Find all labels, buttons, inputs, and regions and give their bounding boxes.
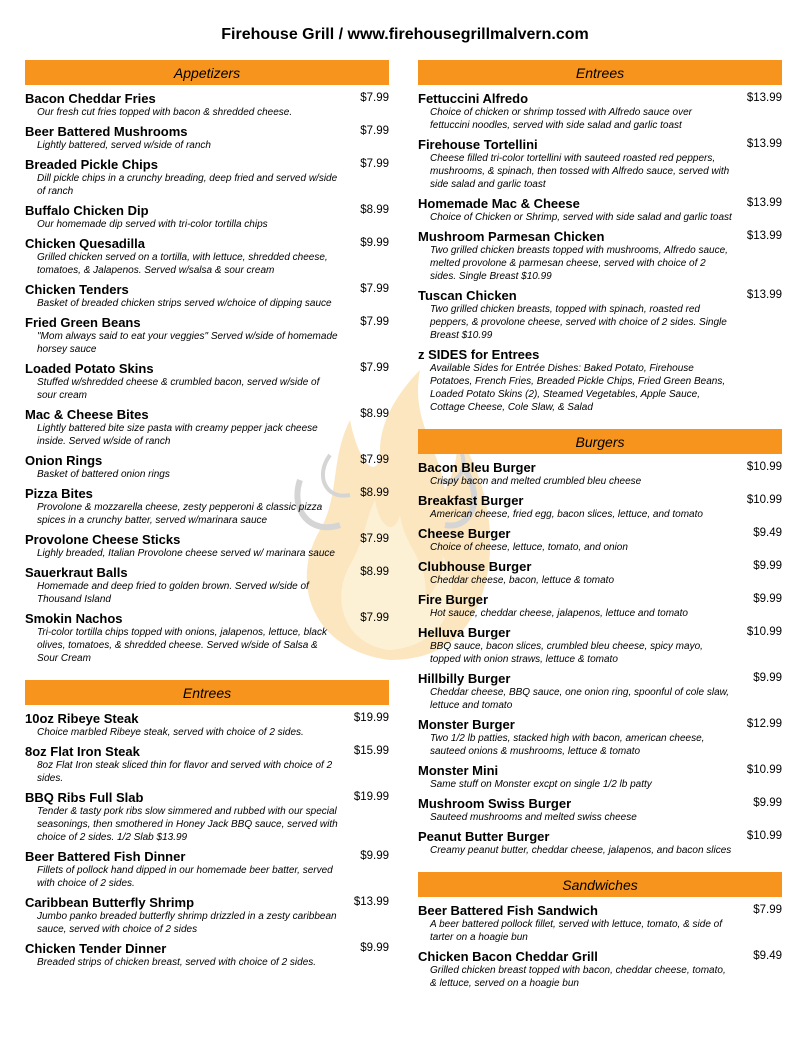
item-name: Chicken Tender Dinner xyxy=(25,941,167,956)
item-name: Chicken Quesadilla xyxy=(25,236,145,251)
menu-item xyxy=(418,196,782,224)
item-description: Cheese filled tri-color tortellini with sauteed roasted red peppers, mushrooms, & spinach, then tossed with Alfredo sauce, served with side salad and garlic toast xyxy=(430,153,730,190)
item-price: $10.99 xyxy=(746,461,782,473)
item-description: Cheddar cheese, BBQ sauce, one onion ring, spoonful of cole slaw, lettuce and tomato xyxy=(430,687,730,711)
item-name: Beer Battered Mushrooms xyxy=(25,124,188,139)
menu-item xyxy=(418,763,782,791)
item-name: Mac & Cheese Bites xyxy=(25,407,149,422)
item-name: Helluva Burger xyxy=(418,625,511,640)
section-header: Burgers xyxy=(418,429,782,454)
item-description: Our homemade dip served with tri-color tortilla chips xyxy=(37,219,268,230)
item-name: Clubhouse Burger xyxy=(418,559,532,574)
menu-item xyxy=(25,744,389,785)
menu-item xyxy=(418,526,782,554)
item-price: $13.99 xyxy=(746,197,782,209)
item-description: Tender & tasty pork ribs slow simmered and rubbed with our special seasonings, then smothered in Honey Jack BBQ sauce, served with choice of 2 sides. 1/2 Slab $13.99 xyxy=(37,806,338,843)
item-name: z SIDES for Entrees xyxy=(418,347,540,362)
item-price: $10.99 xyxy=(746,494,782,506)
menu-section-entrees xyxy=(25,680,389,969)
item-name: Hillbilly Burger xyxy=(418,671,511,686)
item-name: Mushroom Swiss Burger xyxy=(418,796,572,811)
item-description: Two grilled chicken breasts topped with mushrooms, Alfredo sauce, melted provolone & parmesan cheese, served with choice of 2 sides. Single Breast $10.99 xyxy=(430,245,728,282)
item-price: $8.99 xyxy=(360,487,389,499)
item-description: Fillets of pollock hand dipped in our homemade beer batter, served with choice of 2 sides. xyxy=(37,865,333,889)
menu-section-appetizers xyxy=(25,60,389,665)
item-name: Fried Green Beans xyxy=(25,315,141,330)
menu-item-sides xyxy=(418,347,782,414)
item-description: BBQ sauce, bacon slices, crumbled bleu cheese, spicy mayo, topped with onion straws, lettuce & tomato xyxy=(430,641,703,665)
menu-item xyxy=(25,407,389,448)
item-price: $7.99 xyxy=(360,454,389,466)
item-name: Sauerkraut Balls xyxy=(25,565,128,580)
item-description: Dill pickle chips in a crunchy breading, deep fried and served w/side of ranch xyxy=(37,173,338,197)
item-description: Lightly battered bite size pasta with creamy pepper jack cheese inside. Served w/side of ranch xyxy=(37,423,318,447)
item-description: Basket of battered onion rings xyxy=(37,469,170,480)
item-price: $9.49 xyxy=(753,950,782,962)
item-name: BBQ Ribs Full Slab xyxy=(25,790,144,805)
section-header: Entrees xyxy=(25,680,389,705)
menu-item xyxy=(25,849,389,890)
item-name: Pizza Bites xyxy=(25,486,93,501)
item-name: Provolone Cheese Sticks xyxy=(25,532,181,547)
item-price: $9.99 xyxy=(360,237,389,249)
item-description: Lighly breaded, Italian Provolone cheese served w/ marinara sauce xyxy=(37,548,335,559)
menu-item xyxy=(25,91,389,119)
item-name: Mushroom Parmesan Chicken xyxy=(418,229,605,244)
menu-item xyxy=(418,592,782,620)
menu-item xyxy=(25,711,389,739)
item-description: Available Sides for Entrée Dishes: Baked Potato, Firehouse Potatoes, French Fries, Breaded Pickle Chips, Fried Green Beans, Loaded Potato Skins (2), Steamed Vegetables, Apple Sauce, Cottage Cheese, Cole Slaw, & Salad xyxy=(430,363,726,413)
item-description: A beer battered pollock fillet, served with lettuce, tomato, & side of tarter on a hoagie bun xyxy=(430,919,723,943)
page-title: Firehouse Grill / www.firehousegrillmalvern.com xyxy=(221,26,589,43)
item-price: $19.99 xyxy=(353,791,389,803)
item-price: $13.99 xyxy=(353,896,389,908)
item-name: Breakfast Burger xyxy=(418,493,524,508)
menu-item xyxy=(418,829,782,857)
item-description: Breaded strips of chicken breast, served with choice of 2 sides. xyxy=(37,957,317,968)
menu-item xyxy=(25,565,389,606)
item-price: $12.99 xyxy=(746,718,782,730)
item-price: $10.99 xyxy=(746,626,782,638)
item-price: $13.99 xyxy=(746,230,782,242)
menu-section-entrees-continued xyxy=(418,60,782,414)
item-name: Bacon Cheddar Fries xyxy=(25,91,156,106)
menu-item xyxy=(25,124,389,152)
item-name: Monster Mini xyxy=(418,763,499,778)
menu-item xyxy=(25,203,389,231)
item-name: Beer Battered Fish Sandwich xyxy=(418,903,598,918)
item-name: Bacon Bleu Burger xyxy=(418,460,536,475)
item-name: Buffalo Chicken Dip xyxy=(25,203,149,218)
item-name: Onion Rings xyxy=(25,453,103,468)
item-price: $10.99 xyxy=(746,830,782,842)
menu-item xyxy=(418,671,782,712)
item-name: Homemade Mac & Cheese xyxy=(418,196,580,211)
item-name: Smokin Nachos xyxy=(25,611,123,626)
menu-item xyxy=(25,361,389,402)
item-name: Loaded Potato Skins xyxy=(25,361,154,376)
item-description: Choice marbled Ribeye steak, served with choice of 2 sides. xyxy=(37,727,304,738)
item-price: $9.49 xyxy=(753,527,782,539)
item-description: Choice of Chicken or Shrimp, served with side salad and garlic toast xyxy=(430,212,732,223)
item-price: $13.99 xyxy=(746,289,782,301)
item-price: $7.99 xyxy=(360,158,389,170)
menu-item xyxy=(418,137,782,191)
item-price: $10.99 xyxy=(746,764,782,776)
item-description: Two grilled chicken breasts, topped with spinach, roasted red peppers, & provolone cheese, served with choice of 2 sides. Single Breast $10.99 xyxy=(430,304,727,341)
item-name: Caribbean Butterfly Shrimp xyxy=(25,895,195,910)
item-description: Grilled chicken served on a tortilla, with lettuce, shredded cheese, tomatoes, & Jalapenos. Served w/salsa & sour cream xyxy=(37,252,328,276)
item-price: $7.99 xyxy=(360,362,389,374)
item-price: $7.99 xyxy=(360,92,389,104)
item-price: $7.99 xyxy=(753,904,782,916)
item-description: Lightly battered, served w/side of ranch xyxy=(37,140,211,151)
section-header: Entrees xyxy=(418,60,782,85)
left-column xyxy=(25,60,389,984)
item-description: 8oz Flat Iron steak sliced thin for flavor and served with choice of 2 sides. xyxy=(37,760,333,784)
menu-item xyxy=(25,282,389,310)
item-name: Monster Burger xyxy=(418,717,515,732)
section-header: Sandwiches xyxy=(418,872,782,897)
menu-item xyxy=(418,625,782,666)
item-price: $15.99 xyxy=(353,745,389,757)
menu-item xyxy=(418,717,782,758)
item-description: Tri-color tortilla chips topped with onions, jalapenos, lettuce, black olives, tomatoes, & shredded cheese. Served w/side of Salsa & Sour Cream xyxy=(37,627,327,664)
item-description: Our fresh cut fries topped with bacon & shredded cheese. xyxy=(37,107,293,118)
item-description: Choice of cheese, lettuce, tomato, and onion xyxy=(430,542,628,553)
item-description: Crispy bacon and melted crumbled bleu cheese xyxy=(430,476,642,487)
menu-section-sandwiches xyxy=(418,872,782,990)
menu-item xyxy=(25,611,389,665)
item-description: Basket of breaded chicken strips served w/choice of dipping sauce xyxy=(37,298,332,309)
item-price: $7.99 xyxy=(360,533,389,545)
menu-item xyxy=(418,91,782,132)
item-description: Sauteed mushrooms and melted swiss cheese xyxy=(430,812,637,823)
menu-item xyxy=(418,229,782,283)
menu-item xyxy=(25,157,389,198)
menu-item xyxy=(418,796,782,824)
menu-section-burgers xyxy=(418,429,782,857)
item-description: American cheese, fried egg, bacon slices, lettuce, and tomato xyxy=(430,509,703,520)
item-description: Same stuff on Monster excpt on single 1/2 lb patty xyxy=(430,779,652,790)
item-price: $7.99 xyxy=(360,316,389,328)
item-name: Breaded Pickle Chips xyxy=(25,157,158,172)
item-name: Tuscan Chicken xyxy=(418,288,517,303)
item-price: $13.99 xyxy=(746,92,782,104)
item-price: $8.99 xyxy=(360,566,389,578)
menu-item xyxy=(25,532,389,560)
menu-item xyxy=(418,493,782,521)
item-price: $8.99 xyxy=(360,204,389,216)
menu-item xyxy=(25,486,389,527)
item-price: $9.99 xyxy=(360,942,389,954)
menu-item xyxy=(25,790,389,844)
menu-item xyxy=(25,453,389,481)
item-price: $19.99 xyxy=(353,712,389,724)
item-description: Provolone & mozzarella cheese, zesty pepperoni & classic pizza spices in a crunchy batter, served w/marinara sauce xyxy=(37,502,323,526)
item-name: Chicken Bacon Cheddar Grill xyxy=(418,949,598,964)
menu-item xyxy=(418,460,782,488)
item-price: $7.99 xyxy=(360,283,389,295)
item-price: $13.99 xyxy=(746,138,782,150)
menu-item xyxy=(25,941,389,969)
section-header: Appetizers xyxy=(25,60,389,85)
item-description: Stuffed w/shredded cheese & crumbled bacon, served w/side of sour cream xyxy=(37,377,320,401)
menu-item xyxy=(25,895,389,936)
item-name: 8oz Flat Iron Steak xyxy=(25,744,140,759)
item-name: Chicken Tenders xyxy=(25,282,129,297)
menu-item xyxy=(418,903,782,944)
item-description: Homemade and deep fried to golden brown. Served w/side of Thousand Island xyxy=(37,581,309,605)
item-price: $8.99 xyxy=(360,408,389,420)
item-price: $9.99 xyxy=(753,593,782,605)
item-price: $7.99 xyxy=(360,612,389,624)
item-price: $7.99 xyxy=(360,125,389,137)
menu-item xyxy=(418,559,782,587)
item-description: "Mom always said to eat your veggies" Served w/side of homemade horsey sauce xyxy=(37,331,338,355)
menu-item xyxy=(418,288,782,342)
item-name: Cheese Burger xyxy=(418,526,511,541)
item-name: 10oz Ribeye Steak xyxy=(25,711,139,726)
item-description: Jumbo panko breaded butterfly shrimp drizzled in a zesty caribbean sauce, served with choice of 2 sides xyxy=(37,911,337,935)
right-column xyxy=(418,60,782,1005)
item-name: Fire Burger xyxy=(418,592,489,607)
item-name: Beer Battered Fish Dinner xyxy=(25,849,186,864)
item-price: $9.99 xyxy=(753,797,782,809)
item-description: Choice of chicken or shrimp tossed with Alfredo sauce over fettuccini noodles, served with side salad and garlic toast xyxy=(430,107,692,131)
item-name: Fettuccini Alfredo xyxy=(418,91,529,106)
item-description: Cheddar cheese, bacon, lettuce & tomato xyxy=(430,575,615,586)
item-description: Two 1/2 lb patties, stacked high with bacon, american cheese, sauteed onions & mushrooms, lettuce & tomato xyxy=(430,733,705,757)
menu-item xyxy=(25,236,389,277)
item-description: Hot sauce, cheddar cheese, jalapenos, lettuce and tomato xyxy=(430,608,688,619)
menu-item xyxy=(418,949,782,990)
item-price: $9.99 xyxy=(753,560,782,572)
item-description: Creamy peanut butter, cheddar cheese, jalapenos, and bacon slices xyxy=(430,845,732,856)
menu-item xyxy=(25,315,389,356)
item-description: Grilled chicken breast topped with bacon, cheddar cheese, tomato, & lettuce, served on a hoagie bun xyxy=(430,965,726,989)
item-name: Firehouse Tortellini xyxy=(418,137,538,152)
item-price: $9.99 xyxy=(360,850,389,862)
item-name: Peanut Butter Burger xyxy=(418,829,550,844)
item-price: $9.99 xyxy=(753,672,782,684)
